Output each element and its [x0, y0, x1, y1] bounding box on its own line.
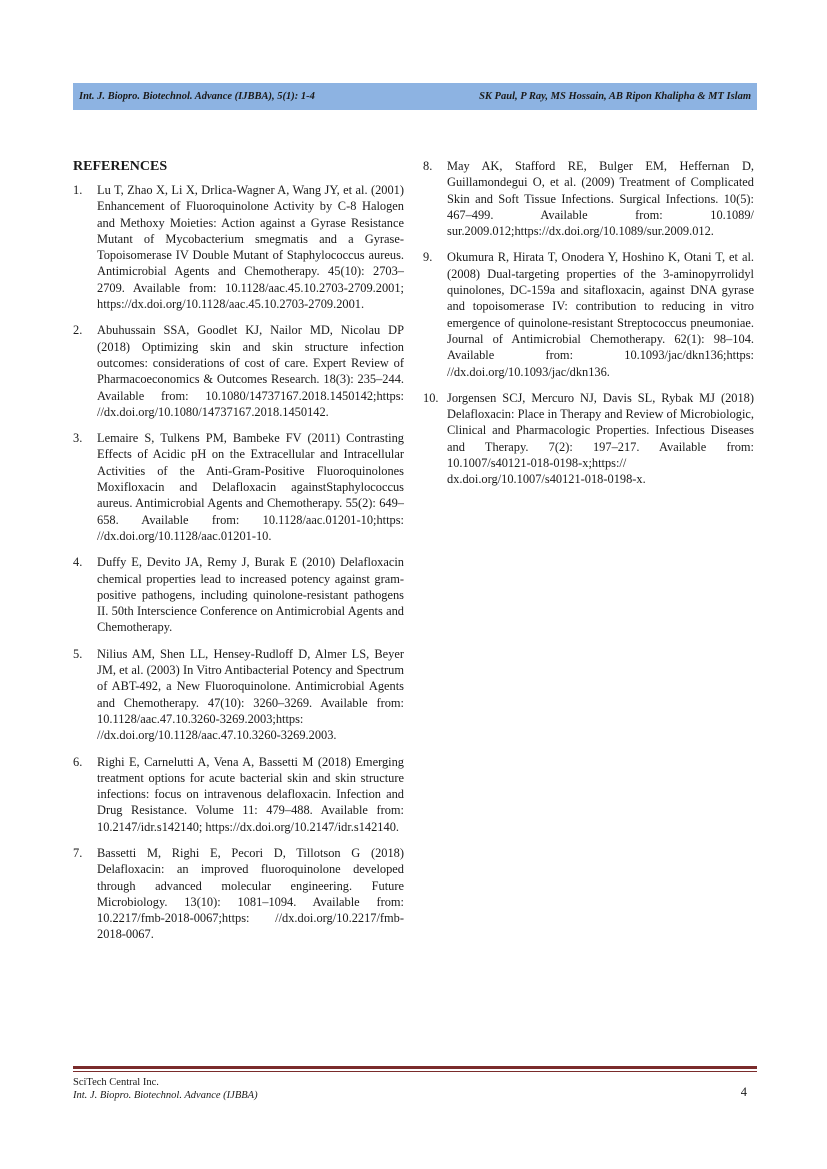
reference-text: Okumura R, Hirata T, Onodera Y, Hoshino K, Otani T, et al. (2008) Dual-targeting properties of the 3-aminopyrrolidyl quinolones, DC-159a and sitafloxacin, against DNA gyrase and topoisomerase IV: contribution to reducing in vitro emergence of quinolone-resistant Streptococcus pneumoniae. Journal of Antimicrobial Chemotherapy. 62(1): 98–104. Available from: 10.1093/jac/dkn136;https: //dx.doi.org/10.1093/jac/dkn136.	[447, 250, 754, 379]
reference-list-right	[423, 158, 754, 488]
reference-number: 1.	[73, 183, 83, 197]
reference-item	[73, 845, 404, 943]
reference-item	[73, 754, 404, 835]
reference-text: Abuhussain SSA, Goodlet KJ, Nailor MD, Nicolau DP (2018) Optimizing skin and skin structure infection outcomes: considerations of cost of care. Expert Review of Pharmacoeconomics & Outcomes Research. 18(3): 235–244. Available from: 10.1080/14737167.2018.1450142;https: //dx.doi.org/10.1080/14737167.2018.1450142.	[97, 323, 404, 419]
reference-item	[73, 554, 404, 635]
reference-number: 8.	[423, 159, 433, 173]
footer-publisher: SciTech Central Inc.	[73, 1077, 159, 1088]
reference-item	[423, 158, 754, 239]
reference-item	[73, 182, 404, 312]
reference-number: 3.	[73, 431, 83, 446]
reference-number: 10.	[423, 390, 439, 405]
page-number: 4	[740, 1085, 747, 1099]
reference-item	[423, 249, 754, 379]
references-column-right	[423, 158, 754, 498]
running-header	[73, 83, 757, 110]
reference-number: 2.	[73, 323, 83, 338]
reference-number: 5.	[73, 646, 83, 661]
footer-divider-thick	[73, 1066, 757, 1069]
references-column-left	[73, 158, 404, 953]
header-authors: SK Paul, P Ray, MS Hossain, AB Ripon Khalipha & MT Islam	[479, 91, 751, 102]
reference-item	[73, 322, 404, 420]
reference-number: 9.	[423, 250, 433, 265]
header-journal: Int. J. Biopro. Biotechnol. Advance (IJBBA), 5(1): 1-4	[79, 91, 315, 102]
reference-text: Jorgensen SCJ, Mercuro NJ, Davis SL, Rybak MJ (2018) Delafloxacin: Place in Therapy and Review of Microbiologic, Clinical and Pharmacologic Properties. Infectious Diseases and Therapy. 7(2): 197–217. Available from: 10.1007/s40121-018-0198-x;https:// dx.doi.org/10.1007/s40121-018-0198-x.	[447, 390, 754, 487]
reference-item	[73, 646, 404, 744]
reference-text: Righi E, Carnelutti A, Vena A, Bassetti M (2018) Emerging treatment options for acute bacterial skin and skin structure infections: focus on intravenous delafloxacin. Infection and Drug Resistance. Volume 11: 479–488. Available from: 10.2147/idr.s142140; https://dx.doi.org/10.2147/idr.s142140.	[97, 754, 404, 834]
reference-item	[423, 390, 754, 488]
reference-text: Duffy E, Devito JA, Remy J, Burak E (2010) Delafloxacin chemical properties lead to increased potency against gram-positive pathogens, including quinolone-resistant pathogens II. 50th Interscience Conference on Antimicrobial Agents and Chemotherapy.	[97, 555, 404, 635]
reference-number: 4.	[73, 555, 83, 570]
reference-list-left	[73, 182, 404, 943]
reference-text: Lemaire S, Tulkens PM, Bambeke FV (2011) Contrasting Effects of Acidic pH on the Extracellular and Intracellular Activities of the Anti-Gram-Positive Fluoroquinolones Moxifloxacin and Delafloxacin againstStaphylococcus aureus. Antimicrobial Agents and Chemotherapy. 55(2): 649–658. Available from: 10.1128/aac.01201-10;https: //dx.doi.org/10.1128/aac.01201-10.	[97, 431, 404, 543]
footer-journal: Int. J. Biopro. Biotechnol. Advance (IJBBA)	[73, 1090, 258, 1101]
reference-text: May AK, Stafford RE, Bulger EM, Heffernan D, Guillamondegui O, et al. (2009) Treatment of Complicated Skin and Soft Tissue Infections. Surgical Infections. 10(5): 467–499. Available from: 10.1089/ sur.2009.012;https://dx.doi.org/10.1089/sur.2009.012.	[447, 159, 754, 239]
reference-number: 6.	[73, 754, 83, 769]
references-heading: REFERENCES	[73, 159, 168, 174]
reference-text: Bassetti M, Righi E, Pecori D, Tillotson G (2018) Delafloxacin: an improved fluoroquinolone developed through advanced molecular engineering. Future Microbiology. 13(10): 1081–1094. Available from: 10.2217/fmb-2018-0067;https: //dx.doi.org/10.2217/fmb-2018-0067.	[97, 845, 404, 942]
footer-divider-thin	[73, 1071, 757, 1072]
reference-text: Nilius AM, Shen LL, Hensey-Rudloff D, Almer LS, Beyer JM, et al. (2003) In Vitro Antibacterial Potency and Spectrum of ABT-492, a New Fluoroquinolone. Antimicrobial Agents and Chemotherapy. 47(10): 3260–3269. Available from: 10.1128/aac.47.10.3260-3269.2003;https: //dx.doi.org/10.1128/aac.47.10.3260-3269.2003.	[97, 646, 404, 743]
page-footer	[73, 1076, 258, 1102]
reference-text: Lu T, Zhao X, Li X, Drlica-Wagner A, Wang JY, et al. (2001) Enhancement of Fluoroquinolone Activity by C-8 Halogen and Methoxy Moieties: Action against a Gyrase Resistance Mutant of Mycobacterium smegmatis and a Gyrase-Topoisomerase IV Double Mutant of Staphylococcus aureus. Antimicrobial Agents and Chemotherapy. 45(10): 2703–2709. Available from: 10.1128/aac.45.10.2703-2709.2001; https://dx.doi.org/10.1128/aac.45.10.2703-2709.2001.	[97, 183, 404, 312]
reference-number: 7.	[73, 845, 83, 860]
reference-item	[73, 430, 404, 544]
